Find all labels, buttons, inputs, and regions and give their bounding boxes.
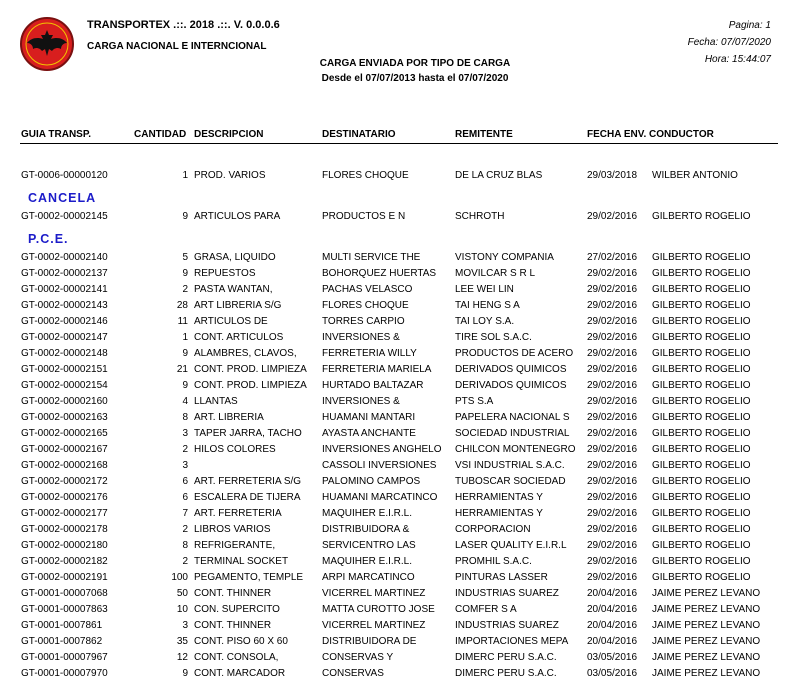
- cantidad-cell: 5: [182, 252, 188, 263]
- cantidad-cell: 4: [182, 396, 188, 407]
- guia-cell: GT-0002-00002141: [21, 284, 108, 295]
- descripcion-cell: PEGAMENTO, TEMPLE: [194, 572, 304, 583]
- fecha-cell: 29/02/2016: [587, 572, 638, 583]
- group-label: CANCELA: [28, 191, 97, 205]
- fecha-cell: 29/02/2016: [587, 460, 638, 471]
- guia-cell: GT-0002-00002167: [21, 444, 108, 455]
- destinatario-cell: INVERSIONES &: [322, 332, 400, 343]
- conductor-cell: GILBERTO ROGELIO: [652, 444, 751, 455]
- descripcion-cell: CONT. THINNER: [194, 588, 272, 599]
- group-label: P.C.E.: [28, 232, 69, 246]
- cantidad-cell: 50: [176, 588, 188, 599]
- fecha-cell: 29/02/2016: [587, 364, 638, 375]
- cantidad-cell: 9: [182, 380, 188, 391]
- guia-cell: GT-0001-00007068: [21, 588, 108, 599]
- destinatario-cell: INVERSIONES &: [322, 396, 400, 407]
- remitente-cell: MOVILCAR S R L: [455, 268, 536, 279]
- cantidad-cell: 2: [182, 524, 188, 535]
- fecha-cell: 29/02/2016: [587, 412, 638, 423]
- fecha-cell: 20/04/2016: [587, 636, 638, 647]
- remitente-cell: CORPORACION: [455, 524, 531, 535]
- destinatario-cell: MAQUIHER E.I.R.L.: [322, 508, 413, 519]
- fecha-cell: 29/02/2016: [587, 380, 638, 391]
- cantidad-cell: 21: [176, 364, 188, 375]
- destinatario-cell: DISTRIBUIDORA &: [322, 524, 410, 535]
- destinatario-cell: TORRES CARPIO: [322, 316, 405, 327]
- guia-cell: GT-0002-00002177: [21, 508, 108, 519]
- cantidad-cell: 3: [182, 620, 188, 631]
- descripcion-cell: PROD. VARIOS: [194, 170, 266, 181]
- conductor-cell: GILBERTO ROGELIO: [652, 316, 751, 327]
- destinatario-cell: DISTRIBUIDORA DE: [322, 636, 417, 647]
- remitente-cell: PRODUCTOS DE ACERO: [455, 348, 574, 359]
- destinatario-cell: CASSOLI INVERSIONES: [322, 460, 437, 471]
- fecha-cell: 29/02/2016: [587, 316, 638, 327]
- descripcion-cell: TERMINAL SOCKET: [194, 556, 289, 567]
- cantidad-cell: 35: [176, 636, 188, 647]
- report-date-range: Desde el 07/07/2013 hasta el 07/07/2020: [321, 73, 509, 84]
- guia-cell: GT-0001-0007862: [21, 636, 103, 647]
- guia-cell: GT-0002-00002137: [21, 268, 108, 279]
- cantidad-cell: 9: [182, 268, 188, 279]
- destinatario-cell: MULTI SERVICE THE: [322, 252, 421, 263]
- guia-cell: GT-0002-00002165: [21, 428, 108, 439]
- guia-cell: GT-0002-00002143: [21, 300, 108, 311]
- remitente-cell: INDUSTRIAS SUAREZ: [455, 588, 559, 599]
- descripcion-cell: ART LIBRERIA S/G: [194, 300, 282, 311]
- fecha-cell: 03/05/2016: [587, 652, 638, 663]
- conductor-cell: GILBERTO ROGELIO: [652, 460, 751, 471]
- conductor-cell: GILBERTO ROGELIO: [652, 412, 751, 423]
- report-title: CARGA ENVIADA POR TIPO DE CARGA: [319, 58, 511, 69]
- fecha-cell: 29/02/2016: [587, 524, 638, 535]
- destinatario-cell: SERVICENTRO LAS: [322, 540, 416, 551]
- fecha-cell: 20/04/2016: [587, 604, 638, 615]
- fecha-cell: 29/02/2016: [587, 211, 638, 222]
- destinatario-cell: VICERREL MARTINEZ: [322, 588, 426, 599]
- conductor-cell: GILBERTO ROGELIO: [652, 332, 751, 343]
- guia-cell: GT-0001-00007863: [21, 604, 108, 615]
- descripcion-cell: CONT. ARTICULOS: [194, 332, 284, 343]
- guia-cell: GT-0002-00002191: [21, 572, 108, 583]
- fecha-cell: 29/02/2016: [587, 444, 638, 455]
- remitente-cell: VSI INDUSTRIAL S.A.C.: [455, 460, 565, 471]
- remitente-cell: DIMERC PERU S.A.C.: [455, 652, 557, 663]
- conductor-cell: GILBERTO ROGELIO: [652, 524, 751, 535]
- conductor-cell: JAIME PEREZ LEVANO: [652, 588, 761, 599]
- descripcion-cell: REFRIGERANTE,: [194, 540, 276, 551]
- col-header-cantidad: CANTIDAD: [134, 129, 187, 140]
- guia-cell: GT-0002-00002140: [21, 252, 108, 263]
- remitente-cell: PAPELERA NACIONAL S: [455, 412, 570, 423]
- guia-cell: GT-0002-00002180: [21, 540, 108, 551]
- destinatario-cell: PALOMINO CAMPOS: [322, 476, 421, 487]
- guia-cell: GT-0002-00002147: [21, 332, 108, 343]
- descripcion-cell: CONT. THINNER: [194, 620, 272, 631]
- fecha-cell: 20/04/2016: [587, 588, 638, 599]
- descripcion-cell: ART. FERRETERIA: [194, 508, 282, 519]
- remitente-cell: TAI HENG S A: [455, 300, 520, 311]
- descripcion-cell: TAPER JARRA, TACHO: [194, 428, 302, 439]
- remitente-cell: PROMHIL S.A.C.: [455, 556, 532, 567]
- remitente-cell: DERIVADOS QUIMICOS: [455, 380, 567, 391]
- remitente-cell: CHILCON MONTENEGRO: [455, 444, 576, 455]
- col-header-conductor: CONDUCTOR: [649, 129, 714, 140]
- conductor-cell: GILBERTO ROGELIO: [652, 284, 751, 295]
- cantidad-cell: 3: [182, 460, 188, 471]
- descripcion-cell: CONT. CONSOLA,: [194, 652, 279, 663]
- remitente-cell: DE LA CRUZ BLAS: [455, 170, 543, 181]
- app-subtitle: CARGA NACIONAL E INTERNCIONAL: [87, 41, 267, 52]
- conductor-cell: JAIME PEREZ LEVANO: [652, 620, 761, 631]
- header-divider: [20, 143, 778, 144]
- guia-cell: GT-0001-00007967: [21, 652, 108, 663]
- cantidad-cell: 9: [182, 348, 188, 359]
- cantidad-cell: 8: [182, 412, 188, 423]
- cantidad-cell: 1: [182, 332, 188, 343]
- guia-cell: GT-0002-00002176: [21, 492, 108, 503]
- cantidad-cell: 2: [182, 284, 188, 295]
- cantidad-cell: 9: [182, 668, 188, 679]
- descripcion-cell: ART. LIBRERIA: [194, 412, 264, 423]
- descripcion-cell: HILOS COLORES: [194, 444, 276, 455]
- descripcion-cell: LIBROS VARIOS: [194, 524, 271, 535]
- guia-cell: GT-0002-00002160: [21, 396, 108, 407]
- destinatario-cell: CONSERVAS Y: [322, 652, 394, 663]
- conductor-cell: GILBERTO ROGELIO: [652, 476, 751, 487]
- destinatario-cell: FLORES CHOQUE: [322, 170, 409, 181]
- descripcion-cell: GRASA, LIQUIDO: [194, 252, 276, 263]
- print-date: Fecha: 07/07/2020: [687, 37, 771, 48]
- fecha-cell: 29/02/2016: [587, 492, 638, 503]
- destinatario-cell: FERRETERIA WILLY: [322, 348, 417, 359]
- remitente-cell: SOCIEDAD INDUSTRIAL: [455, 428, 570, 439]
- destinatario-cell: VICERREL MARTINEZ: [322, 620, 426, 631]
- remitente-cell: DERIVADOS QUIMICOS: [455, 364, 567, 375]
- descripcion-cell: LLANTAS: [194, 396, 238, 407]
- destinatario-cell: HUAMANI MARCATINCO: [322, 492, 438, 503]
- destinatario-cell: HUAMANI MANTARI: [322, 412, 416, 423]
- guia-cell: GT-0006-00000120: [21, 170, 108, 181]
- remitente-cell: IMPORTACIONES MEPA: [455, 636, 569, 647]
- remitente-cell: PINTURAS LASSER: [455, 572, 548, 583]
- conductor-cell: GILBERTO ROGELIO: [652, 300, 751, 311]
- remitente-cell: LEE WEI LIN: [455, 284, 514, 295]
- conductor-cell: GILBERTO ROGELIO: [652, 396, 751, 407]
- destinatario-cell: ARPI MARCATINCO: [322, 572, 415, 583]
- destinatario-cell: PRODUCTOS E N: [322, 211, 406, 222]
- col-header-remitente: REMITENTE: [455, 129, 513, 140]
- remitente-cell: TIRE SOL S.A.C.: [455, 332, 532, 343]
- guia-cell: GT-0002-00002148: [21, 348, 108, 359]
- print-time: Hora: 15:44:07: [704, 54, 771, 65]
- col-header-guia: GUIA TRANSP.: [21, 129, 92, 140]
- guia-cell: GT-0002-00002145: [21, 211, 108, 222]
- destinatario-cell: BOHORQUEZ HUERTAS: [322, 268, 437, 279]
- fecha-cell: 20/04/2016: [587, 620, 638, 631]
- cantidad-cell: 28: [176, 300, 188, 311]
- fecha-cell: 29/02/2016: [587, 476, 638, 487]
- fecha-cell: 29/02/2016: [587, 348, 638, 359]
- guia-cell: GT-0002-00002151: [21, 364, 108, 375]
- page-number: Pagina: 1: [728, 20, 771, 31]
- destinatario-cell: MAQUIHER E.I.R.L.: [322, 556, 413, 567]
- conductor-cell: GILBERTO ROGELIO: [652, 380, 751, 391]
- conductor-cell: GILBERTO ROGELIO: [652, 572, 751, 583]
- cantidad-cell: 3: [182, 428, 188, 439]
- cantidad-cell: 1: [182, 170, 188, 181]
- guia-cell: GT-0002-00002178: [21, 524, 108, 535]
- conductor-cell: GILBERTO ROGELIO: [652, 428, 751, 439]
- fecha-cell: 29/02/2016: [587, 300, 638, 311]
- guia-cell: GT-0002-00002182: [21, 556, 108, 567]
- cantidad-cell: 2: [182, 444, 188, 455]
- col-header-descripcion: DESCRIPCION: [194, 129, 264, 140]
- cantidad-cell: 7: [182, 508, 188, 519]
- cantidad-cell: 10: [176, 604, 188, 615]
- guia-cell: GT-0002-00002172: [21, 476, 108, 487]
- descripcion-cell: PASTA WANTAN,: [194, 284, 273, 295]
- remitente-cell: DIMERC PERU S.A.C.: [455, 668, 557, 679]
- guia-cell: GT-0002-00002163: [21, 412, 108, 423]
- descripcion-cell: ART. FERRETERIA S/G: [194, 476, 302, 487]
- remitente-cell: HERRAMIENTAS Y: [455, 492, 543, 503]
- conductor-cell: WILBER ANTONIO: [652, 170, 738, 181]
- descripcion-cell: CONT. MARCADOR: [194, 668, 286, 679]
- descripcion-cell: ALAMBRES, CLAVOS,: [194, 348, 297, 359]
- descripcion-cell: ESCALERA DE TIJERA: [194, 492, 301, 503]
- remitente-cell: LASER QUALITY E.I.R.L: [455, 540, 567, 551]
- fecha-cell: 29/02/2016: [587, 556, 638, 567]
- remitente-cell: INDUSTRIAS SUAREZ: [455, 620, 559, 631]
- fecha-cell: 29/02/2016: [587, 540, 638, 551]
- fecha-cell: 29/02/2016: [587, 268, 638, 279]
- conductor-cell: JAIME PEREZ LEVANO: [652, 652, 761, 663]
- cantidad-cell: 6: [182, 476, 188, 487]
- remitente-cell: TAI LOY S.A.: [455, 316, 515, 327]
- cantidad-cell: 6: [182, 492, 188, 503]
- conductor-cell: GILBERTO ROGELIO: [652, 211, 751, 222]
- descripcion-cell: ARTICULOS PARA: [194, 211, 281, 222]
- remitente-cell: TUBOSCAR SOCIEDAD: [455, 476, 566, 487]
- col-header-destinatario: DESTINATARIO: [322, 129, 396, 140]
- conductor-cell: GILBERTO ROGELIO: [652, 508, 751, 519]
- destinatario-cell: INVERSIONES ANGHELO: [322, 444, 442, 455]
- cantidad-cell: 100: [171, 572, 188, 583]
- descripcion-cell: CONT. PISO 60 X 60: [194, 636, 288, 647]
- destinatario-cell: CONSERVAS: [322, 668, 384, 679]
- destinatario-cell: MATTA CUROTTO JOSE: [322, 604, 435, 615]
- cantidad-cell: 9: [182, 211, 188, 222]
- guia-cell: GT-0002-00002168: [21, 460, 108, 471]
- conductor-cell: GILBERTO ROGELIO: [652, 492, 751, 503]
- cantidad-cell: 12: [176, 652, 188, 663]
- conductor-cell: JAIME PEREZ LEVANO: [652, 668, 761, 679]
- fecha-cell: 29/02/2016: [587, 332, 638, 343]
- remitente-cell: VISTONY COMPAÑIA: [455, 252, 554, 263]
- descripcion-cell: ARTICULOS DE: [194, 316, 268, 327]
- guia-cell: GT-0002-00002154: [21, 380, 108, 391]
- destinatario-cell: FERRETERIA MARIELA: [322, 364, 432, 375]
- guia-cell: GT-0002-00002146: [21, 316, 108, 327]
- conductor-cell: GILBERTO ROGELIO: [652, 364, 751, 375]
- destinatario-cell: HURTADO BALTAZAR: [322, 380, 424, 391]
- fecha-cell: 29/02/2016: [587, 284, 638, 295]
- conductor-cell: GILBERTO ROGELIO: [652, 556, 751, 567]
- fecha-cell: 03/05/2016: [587, 668, 638, 679]
- descripcion-cell: CONT. PROD. LIMPIEZA: [194, 364, 307, 375]
- remitente-cell: COMFER S A: [455, 604, 517, 615]
- fecha-cell: 29/02/2016: [587, 508, 638, 519]
- conductor-cell: GILBERTO ROGELIO: [652, 268, 751, 279]
- fecha-cell: 27/02/2016: [587, 252, 638, 263]
- fecha-cell: 29/02/2016: [587, 396, 638, 407]
- descripcion-cell: REPUESTOS: [194, 268, 256, 279]
- cantidad-cell: 8: [182, 540, 188, 551]
- cantidad-cell: 2: [182, 556, 188, 567]
- conductor-cell: GILBERTO ROGELIO: [652, 348, 751, 359]
- remitente-cell: PTS S.A: [455, 396, 494, 407]
- bat-logo: [20, 16, 74, 72]
- app-title: TRANSPORTEX .::. 2018 .::. V. 0.0.0.6: [87, 19, 280, 31]
- descripcion-cell: CONT. PROD. LIMPIEZA: [194, 380, 307, 391]
- conductor-cell: GILBERTO ROGELIO: [652, 540, 751, 551]
- guia-cell: GT-0001-00007970: [21, 668, 108, 679]
- cantidad-cell: 11: [177, 316, 188, 327]
- destinatario-cell: FLORES CHOQUE: [322, 300, 409, 311]
- destinatario-cell: AYASTA ANCHANTE: [322, 428, 416, 439]
- remitente-cell: SCHROTH: [455, 211, 505, 222]
- destinatario-cell: PACHAS VELASCO: [322, 284, 413, 295]
- guia-cell: GT-0001-0007861: [21, 620, 103, 631]
- col-header-fecha: FECHA ENV.: [587, 129, 647, 140]
- fecha-cell: 29/03/2018: [587, 170, 638, 181]
- fecha-cell: 29/02/2016: [587, 428, 638, 439]
- conductor-cell: JAIME PEREZ LEVANO: [652, 604, 761, 615]
- descripcion-cell: CON. SUPERCITO: [194, 604, 280, 615]
- remitente-cell: HERRAMIENTAS Y: [455, 508, 543, 519]
- conductor-cell: JAIME PEREZ LEVANO: [652, 636, 761, 647]
- conductor-cell: GILBERTO ROGELIO: [652, 252, 751, 263]
